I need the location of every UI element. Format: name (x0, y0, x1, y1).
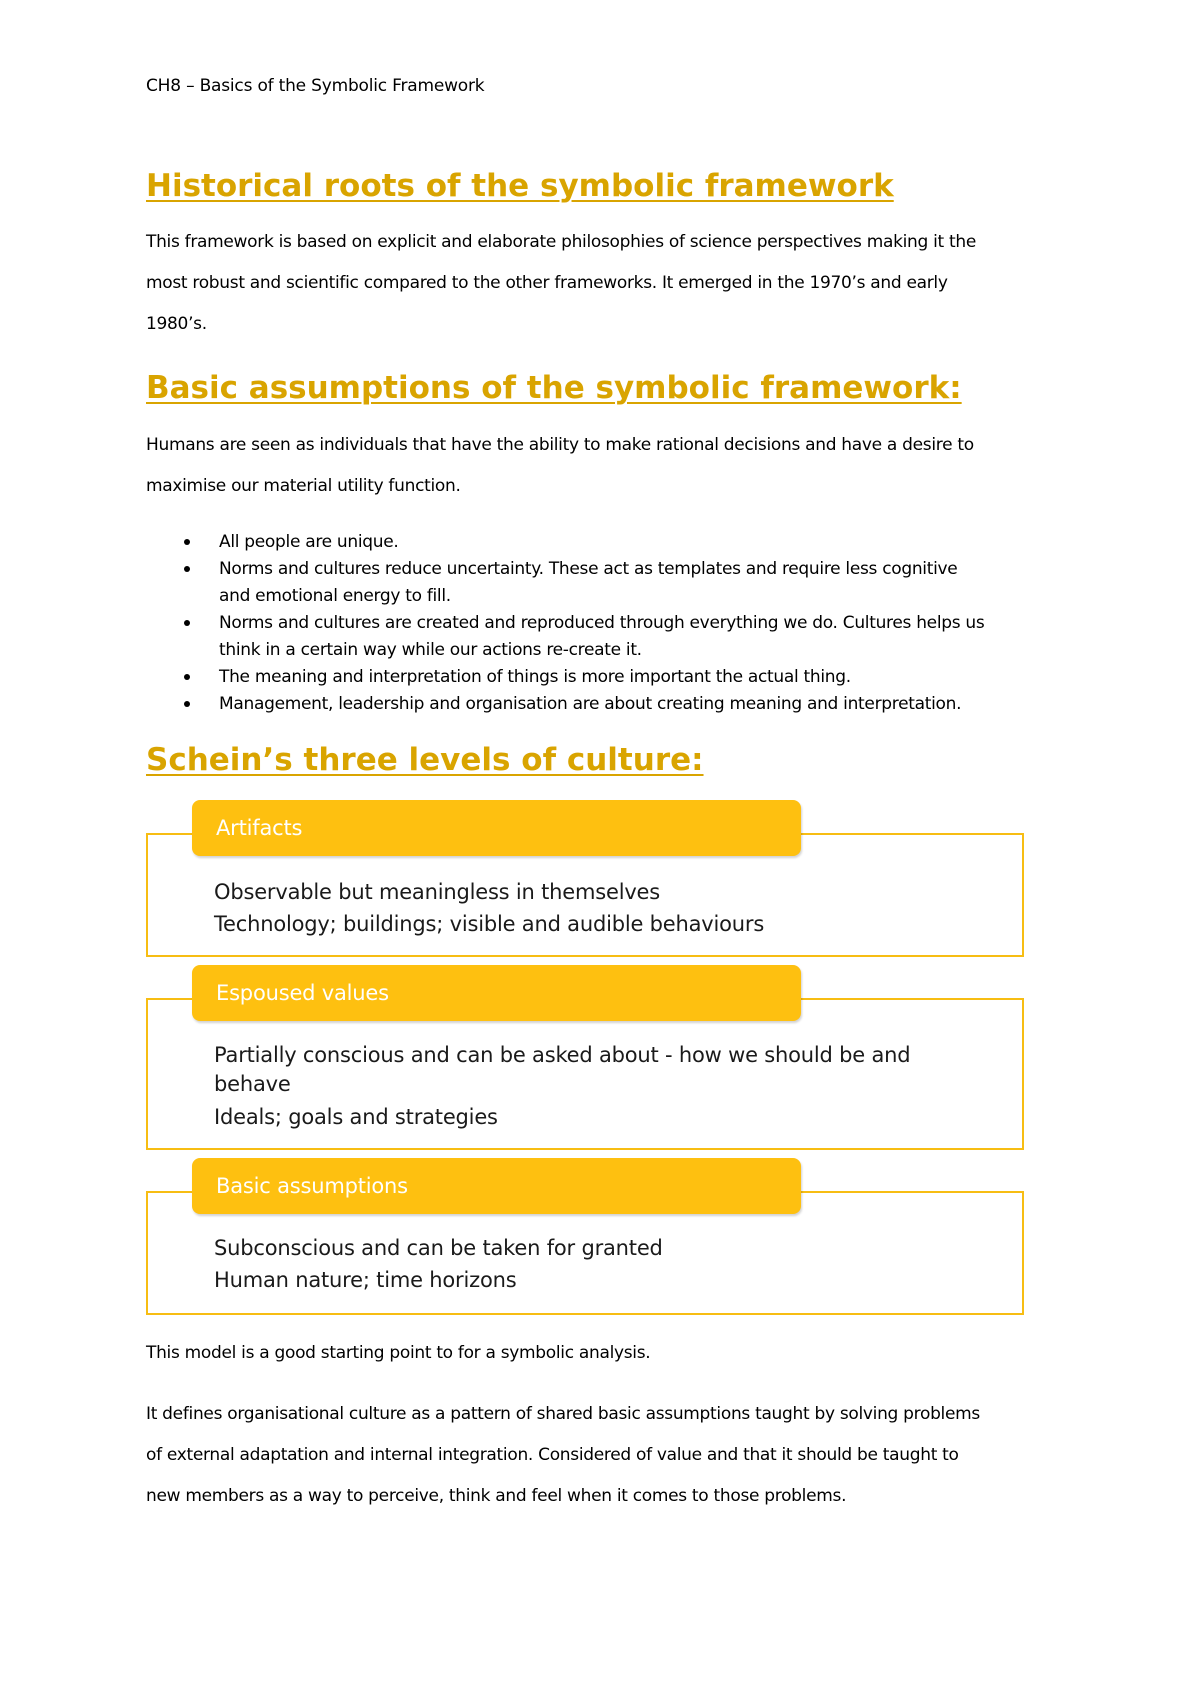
culture-level-artifacts (146, 800, 1024, 960)
paragraph-line: new members as a way to perceive, think and feel when it comes to those problems. (146, 1486, 847, 1506)
bullet-item: Management, leadership and organisation are about creating meaning and interpretation. (146, 691, 1066, 718)
bullet-dot-icon (184, 701, 190, 707)
culture-level-espoused-values (146, 965, 1024, 1155)
level-description: Subconscious and can be taken for granted Human nature; time horizons (214, 1236, 663, 1292)
running-header: CH8 – Basics of the Symbolic Framework (146, 76, 485, 96)
paragraph-line: Humans are seen as individuals that have the ability to make rational decisions and have a desire to (146, 435, 974, 455)
culture-level-basic-assumptions (146, 1158, 1024, 1318)
paragraph-culture-definition (146, 1394, 1066, 1517)
paragraph-historical-roots (146, 222, 1066, 345)
paragraph-line: most robust and scientific compared to the other frameworks. It emerged in the 1970’s and early (146, 273, 948, 293)
bullet-item: The meaning and interpretation of things is more important the actual thing. (146, 664, 1066, 691)
bullet-dot-icon (184, 539, 190, 545)
level-tab-label: Basic assumptions (192, 1158, 801, 1214)
bullet-item: All people are unique. (146, 529, 1066, 556)
bullet-dot-icon (184, 566, 190, 572)
paragraph-line: This framework is based on explicit and elaborate philosophies of science perspectives making it the (146, 232, 976, 252)
bullet-dot-icon (184, 620, 190, 626)
paragraph-basic-assumptions (146, 425, 1066, 507)
paragraph-line: maximise our material utility function. (146, 476, 461, 496)
level-description: Observable but meaningless in themselves Technology; buildings; visible and audible behaviours (214, 880, 765, 936)
paragraph-line: It defines organisational culture as a pattern of shared basic assumptions taught by solving problems (146, 1404, 980, 1424)
bullet-dot-icon (184, 674, 190, 680)
bullet-item: Norms and cultures reduce uncertainty. These act as templates and require less cognitive and emotional energy to fill. (146, 556, 1066, 610)
level-tab-label: Espoused values (192, 965, 801, 1021)
level-description: Partially conscious and can be asked about - how we should be and behave Ideals; goals and strategies (214, 1043, 911, 1129)
heading-schein-levels: Schein’s three levels of culture: (146, 742, 704, 778)
assumptions-bullet-list (146, 529, 1066, 718)
heading-historical-roots: Historical roots of the symbolic framework (146, 168, 894, 204)
level-tab-label: Artifacts (192, 800, 801, 856)
bullet-item: Norms and cultures are created and reproduced through everything we do. Cultures helps us think in a certain way while our actions re-create it. (146, 610, 1066, 664)
paragraph-model-intro: This model is a good starting point to for a symbolic analysis. (146, 1343, 651, 1363)
paragraph-line: 1980’s. (146, 314, 207, 334)
paragraph-line: of external adaptation and internal integration. Considered of value and that it should be taught to (146, 1445, 959, 1465)
heading-basic-assumptions: Basic assumptions of the symbolic framework: (146, 370, 962, 406)
